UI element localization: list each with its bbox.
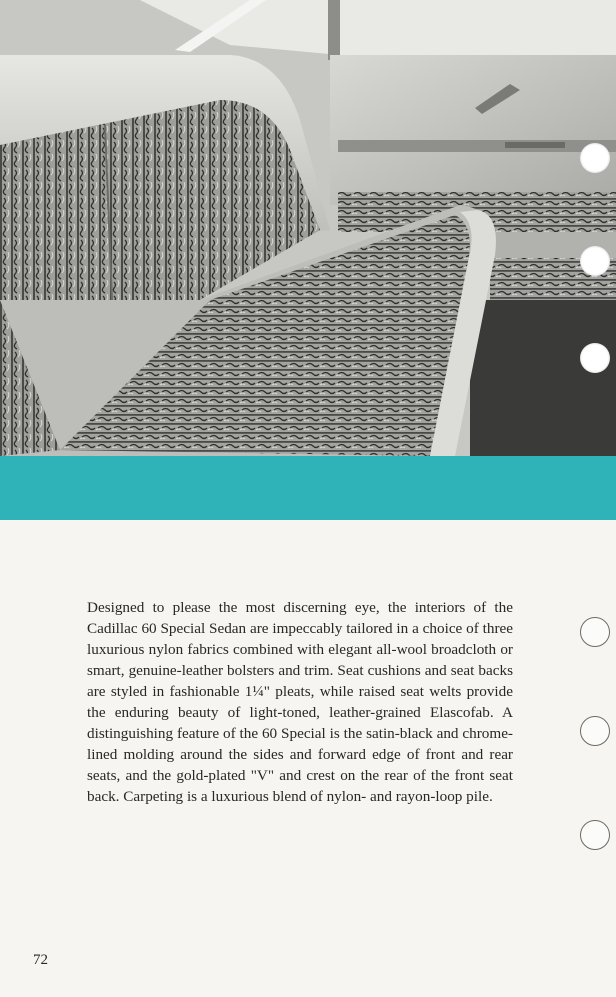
accent-band <box>0 456 616 520</box>
description-paragraph: Designed to please the most discerning eye, the interiors of the Cadillac 60 Special Sedan are impeccably tailored in a choice of three luxurious nylon fabrics combined with elegant all-wool broadcloth or smart, genuine-leather bolsters and trim. Seat cushions and seat backs are styled in fashionable 1¼" pleats, while raised seat welts provide the enduring beauty of light-toned, leather-grained Elascofab. A distinguishing feature of the 60 Special is the satin-black and chrome-lined molding around the sides and forward edge of front and rear seats, and the gold-plated "V" and crest on the rear of the front seat back. Carpeting is a luxurious blend of nylon- and rayon-loop pile. <box>87 599 513 806</box>
binder-hole-ring-2 <box>580 716 610 746</box>
page-number: 72 <box>33 952 48 968</box>
interior-photo <box>0 0 616 456</box>
binder-hole-top <box>580 143 610 173</box>
binder-hole-lower <box>580 343 610 373</box>
binder-hole-ring-1 <box>580 617 610 647</box>
binder-hole-middle <box>580 246 610 276</box>
binder-hole-ring-3 <box>580 820 610 850</box>
